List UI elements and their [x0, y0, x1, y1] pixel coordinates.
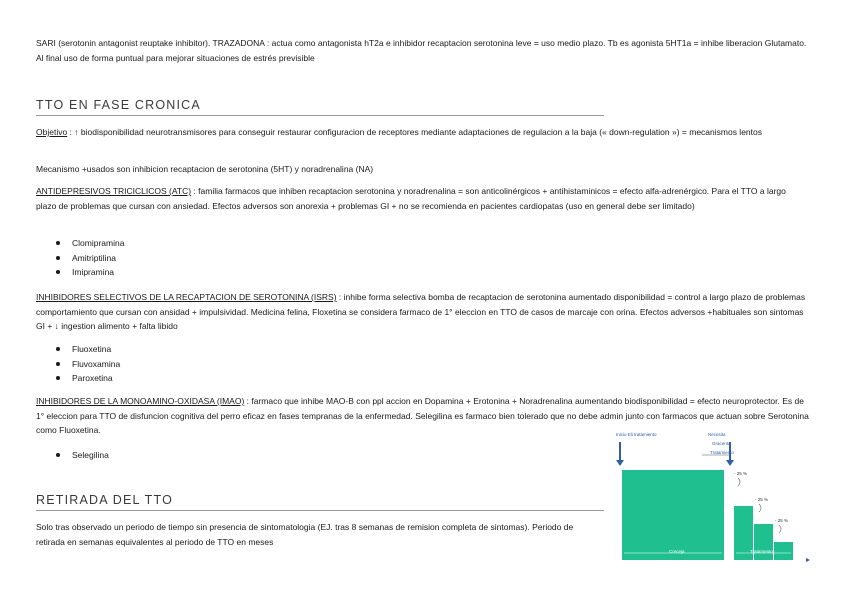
curve-mark-icon — [779, 525, 781, 533]
intro-paragraph: SARI (serotonin antagonist reuptake inhibitor). TRAZADONA : actua como antagonista hT2a e inhibidor recaptacion serotonina leve = uso medio plazo. Tb es agonista 5HT1a = inhibe liberacion Glutamato. Al final uso de forma puntual para mejorar situaciones de estrés previsible — [36, 38, 807, 63]
objetivo-label: Objetivo — [36, 127, 68, 137]
list-item: Amitriptilina — [36, 251, 336, 266]
list-item: Imipramina — [36, 265, 336, 280]
atc-paragraph — [36, 184, 804, 213]
figure-label-right-3: Tratamiento — [710, 450, 734, 455]
list-item: Paroxetina — [36, 371, 336, 386]
figure-label-right-1: Necesita — [708, 432, 726, 437]
end-arrow-head-icon — [726, 460, 734, 466]
mecanismo-paragraph: Mecanismo +usados son inhibicion recaptacion de serotonina (5HT) y noradrenalina (NA) — [36, 164, 374, 174]
section-heading-cronica — [36, 98, 604, 116]
play-marker-icon — [806, 558, 810, 562]
figure-canvas — [612, 430, 817, 570]
list-item: Fluvoxamina — [36, 357, 336, 372]
bar-tail-label: Tratamento — [750, 549, 773, 554]
step-bar — [754, 524, 773, 560]
heading-retirada-text: RETIRADA DEL TTO — [36, 493, 604, 511]
atc-label: ANTIDEPRESIVOS TRICICLICOS (ATC) — [36, 186, 192, 196]
figure-label-start: Inicio Eli tratamiento — [616, 432, 657, 437]
atc-text: : familia farmacos que inhiben recaptacion serotonina y noradrenalina = son anticolinérgicos + antihistaminicos = efecto alfa-adrenérgico. Para el TTO a largo plazo de problemas que cursan con ansiedad. Efectos adversos son anorexia + problemas GI + no se recomienda en pacientes cardiopatas (uso en general debe ser limitado) — [36, 186, 786, 211]
isrs-list — [36, 342, 336, 386]
section-heading-retirada — [36, 493, 604, 511]
bar-main-label: Creceja — [669, 549, 685, 554]
figure-label-right-2: Gracenta — [712, 441, 731, 446]
step-bar — [622, 470, 724, 560]
retirada-paragraph: Solo tras observado un periodo de tiempo sin presencia de sintomatologia (EJ. tras 8 semanas de remision completa de sintomas). Periodo de retirada en semanas equivalentes al periodo de TTO en meses — [36, 522, 574, 547]
imao-list — [36, 448, 336, 463]
imao-label: INHIBIDORES DE LA MONOAMINO-OXIDASA (IMAO) — [36, 396, 245, 406]
figure-drop-label: - 25 % — [755, 497, 769, 502]
atc-list — [36, 236, 336, 280]
curve-mark-icon — [738, 478, 740, 486]
list-item: Selegilina — [36, 448, 336, 463]
objetivo-text: : ↑ biodisponibilidad neurotransmisores para conseguir restaurar configuracion de receptores mediante adaptaciones de regulacion a la baja (« down-regulation ») = mecanismos lentos — [67, 127, 762, 137]
curve-mark-icon — [759, 504, 761, 512]
isrs-label: INHIBIDORES SELECTIVOS DE LA RECAPTACION DE SEROTONINA (ISRS) — [36, 292, 337, 302]
step-bar — [774, 542, 793, 560]
list-item: Clomipramina — [36, 236, 336, 251]
list-item: Fluoxetina — [36, 342, 336, 357]
isrs-text: : inhibe forma selectiva bomba de recaptacion de serotonina aumentado disponibilidad = control a largo plazo de problemas comportamiento que cursan con ansidad + impulsividad. Medicina felina, Floxetina se considera farmaco de 1° eleccion en TTO de casos de marcaje con orina. Efectos adversos +habituales son sintomas GI + ↓ ingestion alimento + falta libido — [36, 292, 806, 331]
heading-cronica-text: TTO EN FASE CRONICA — [36, 98, 604, 116]
imao-text: : farmaco que inhibe MAO-B con ppl accion en Dopamina + Erotonina + Noradrenalina aumentando biodisponibilidad = efecto neuroprotector. Es de 1° eleccion para TTO de disfuncion cognitiva del perro eficaz en fases tempranas de la enfermedad. Selegilina es farmaco bien tolerado que no debe admin junto con farmacos que actuan sobre Serotonina como Fluoxetina. — [36, 396, 809, 435]
start-arrow-head-icon — [616, 460, 624, 466]
figure-drop-label: - 25 % — [775, 518, 789, 523]
isrs-paragraph — [36, 290, 808, 334]
withdrawal-figure — [612, 430, 817, 570]
objetivo-paragraph — [36, 125, 796, 140]
figure-drop-label: - 25 % — [734, 471, 748, 476]
